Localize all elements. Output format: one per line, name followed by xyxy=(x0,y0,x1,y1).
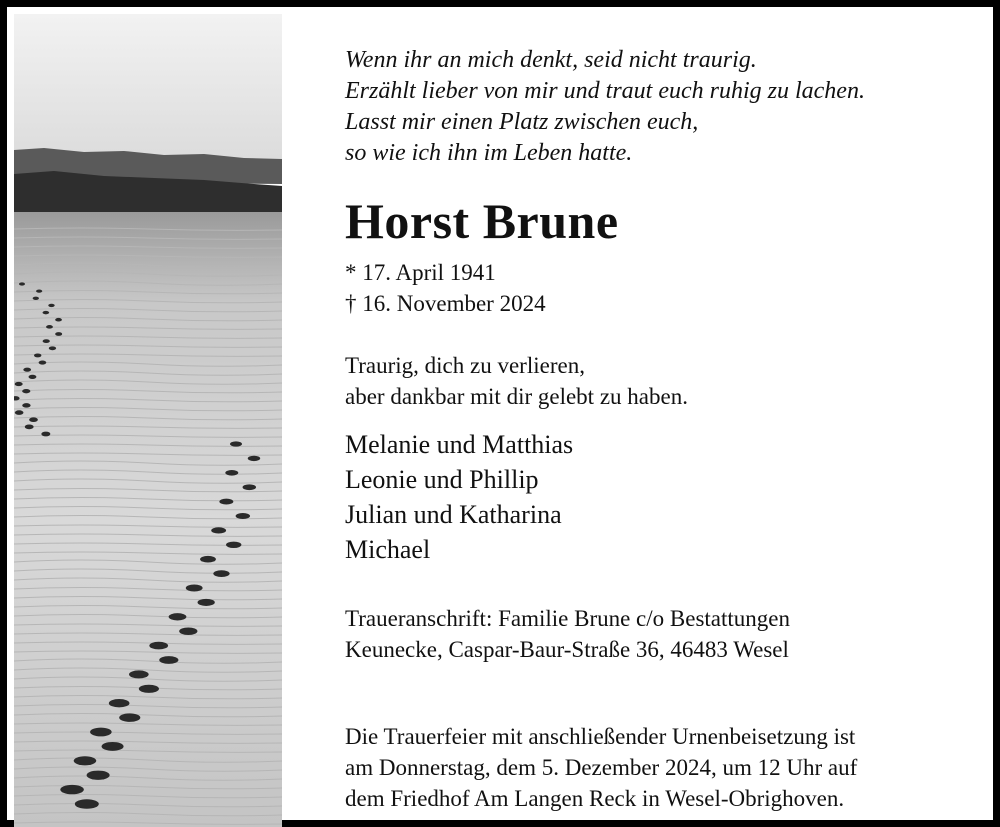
footprint xyxy=(74,756,97,765)
footprint xyxy=(236,513,250,519)
footprint xyxy=(41,432,50,437)
footprint xyxy=(149,642,168,650)
footprint xyxy=(55,332,62,336)
life-dates xyxy=(345,257,546,319)
funeral-line: Die Trauerfeier mit anschließender Urnenbeisetzung ist xyxy=(345,724,856,749)
beach-photo-image xyxy=(14,14,282,827)
footprint xyxy=(19,282,25,285)
footprint xyxy=(22,403,30,407)
funeral-line: dem Friedhof Am Langen Reck in Wesel-Obrighoven. xyxy=(345,786,845,811)
beach-footprints-photo xyxy=(14,14,282,827)
footprint xyxy=(119,713,140,722)
footprint xyxy=(60,785,84,794)
poem-line: Wenn ihr an mich denkt, seid nicht traurig. xyxy=(345,47,757,73)
poem-line: so wie ich ihn im Leben hatte. xyxy=(345,140,633,166)
footprint xyxy=(230,441,242,446)
poem-line: Erzählt lieber von mir und traut euch ruhig zu lachen. xyxy=(345,78,865,104)
mourning-address xyxy=(345,603,790,665)
funeral-line: am Donnerstag, dem 5. Dezember 2024, um 12 Uhr auf xyxy=(345,755,858,780)
footprint xyxy=(139,685,159,693)
footprint xyxy=(29,375,37,379)
footprint xyxy=(43,339,50,343)
footprint xyxy=(211,527,226,533)
footprint xyxy=(109,699,130,707)
poem xyxy=(345,45,865,169)
footprint xyxy=(129,670,149,678)
footprint xyxy=(49,346,56,350)
footprint xyxy=(198,599,215,606)
footprint xyxy=(25,424,34,429)
footprint xyxy=(75,799,99,809)
birth-date: * 17. April 1941 xyxy=(345,260,496,285)
sentiment-text xyxy=(345,350,688,412)
footprint xyxy=(248,456,260,461)
footprint xyxy=(15,410,24,415)
funeral-info xyxy=(345,721,857,814)
footprint xyxy=(33,297,39,300)
address-line: Keunecke, Caspar-Baur-Straße 36, 46483 Wesel xyxy=(345,637,789,662)
sentiment-line: aber dankbar mit dir gelebt zu haben. xyxy=(345,384,688,409)
sentiment-line: Traurig, dich zu verlieren, xyxy=(345,353,585,378)
footprint xyxy=(22,389,30,393)
footprint xyxy=(90,728,112,737)
footprint xyxy=(46,325,53,329)
death-date: † 16. November 2024 xyxy=(345,291,546,316)
footprint xyxy=(243,484,256,490)
footprint xyxy=(159,656,178,664)
footprint xyxy=(43,311,50,315)
footprint xyxy=(29,417,38,422)
footprint xyxy=(87,771,110,780)
address-line: Traueranschrift: Familie Brune c/o Bestattungen xyxy=(345,606,790,631)
footprint xyxy=(186,585,203,592)
footprint xyxy=(23,368,31,372)
footprint xyxy=(225,470,238,476)
family-members xyxy=(345,427,573,567)
family-member: Leonie und Phillip xyxy=(345,465,539,494)
family-member: Melanie und Matthias xyxy=(345,430,574,459)
footprint xyxy=(48,304,54,307)
footprint xyxy=(179,627,197,634)
family-member: Michael xyxy=(345,535,431,564)
deceased-name: Horst Brune xyxy=(345,193,619,249)
footprint xyxy=(213,570,229,577)
footprint xyxy=(169,613,187,620)
footprint xyxy=(36,290,42,293)
footprint xyxy=(219,499,233,505)
poem-line: Lasst mir einen Platz zwischen euch, xyxy=(345,109,699,135)
footprint xyxy=(55,318,62,322)
footprint xyxy=(15,382,23,386)
family-member: Julian und Katharina xyxy=(345,500,562,529)
footprint xyxy=(102,742,124,751)
footprint xyxy=(34,353,41,357)
footprint xyxy=(39,361,47,365)
footprint xyxy=(200,556,216,563)
footprint xyxy=(226,542,241,548)
